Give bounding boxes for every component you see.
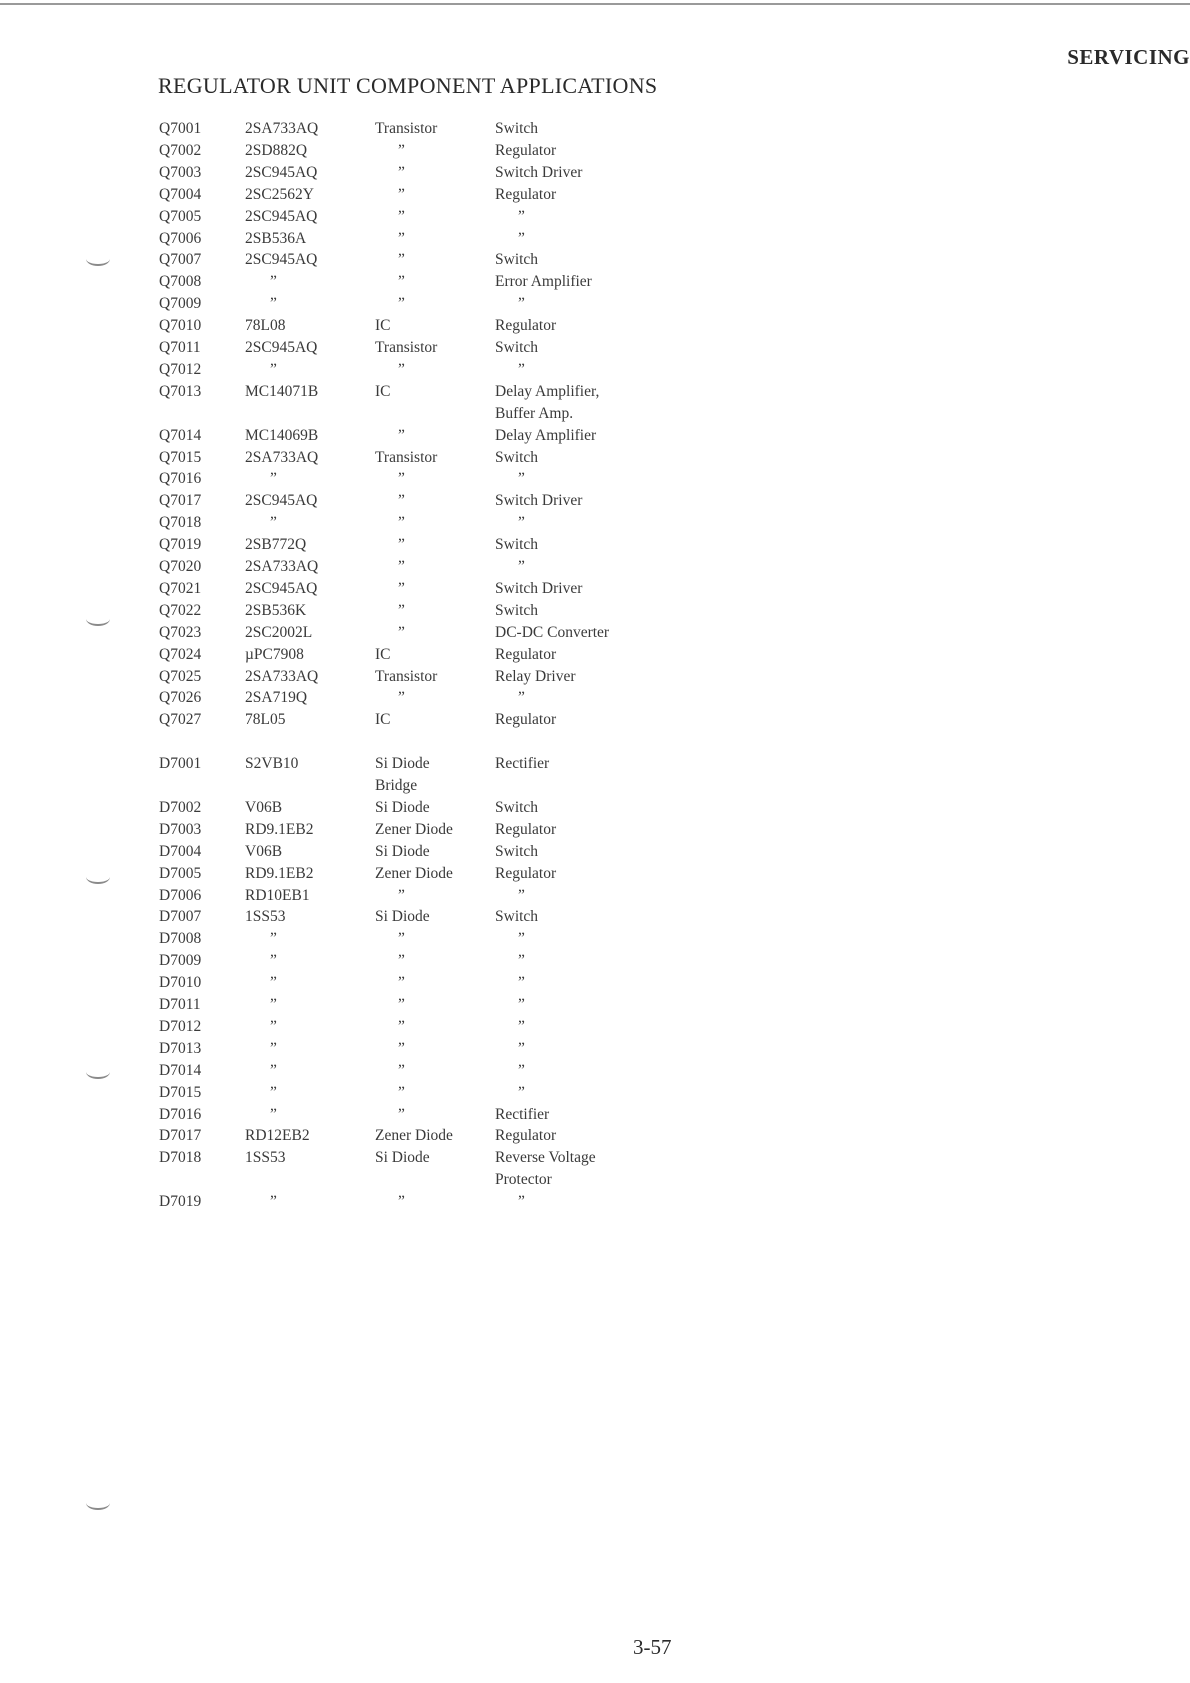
application: ” <box>518 1083 525 1101</box>
application: Regulator <box>495 864 557 882</box>
application: ” <box>518 1193 525 1211</box>
application: ” <box>518 514 525 532</box>
part-number: ” <box>270 1061 277 1079</box>
reference-designator: D7014 <box>159 1061 202 1079</box>
application: ” <box>518 996 525 1013</box>
application: Regulator <box>495 820 557 838</box>
part-number: V06B <box>245 842 283 860</box>
application: Switch <box>495 842 539 860</box>
reference-designator: Q7015 <box>159 448 202 466</box>
component-type: ” <box>398 229 405 247</box>
component-type: ” <box>398 1193 405 1211</box>
part-number: ” <box>270 952 277 970</box>
part-number: 78L05 <box>245 711 286 729</box>
component-type: ” <box>398 1061 405 1079</box>
reference-designator: D7007 <box>159 908 202 926</box>
reference-designator: D7012 <box>159 1017 202 1035</box>
reference-designator: D7017 <box>159 1127 202 1145</box>
component-type: Si Diode <box>375 842 430 860</box>
application: Switch Driver <box>495 163 583 181</box>
application: Regulator <box>495 711 557 729</box>
part-number: 2SC945AQ <box>245 492 318 510</box>
application: Switch <box>495 120 539 137</box>
reference-designator: Q7001 <box>159 120 202 137</box>
application: Switch <box>495 601 539 619</box>
component-type: ” <box>398 163 405 181</box>
component-type: ” <box>398 886 405 904</box>
reference-designator: Q7011 <box>159 339 201 356</box>
application: ” <box>518 295 525 313</box>
component-type: IC <box>375 382 391 400</box>
reference-designator: Q7013 <box>159 382 202 400</box>
reference-designator: Q7025 <box>159 667 202 685</box>
component-type: ” <box>398 558 405 575</box>
reference-designator: D7002 <box>159 798 202 816</box>
component-type: Zener Diode <box>375 864 453 882</box>
part-number: ” <box>270 1083 277 1101</box>
application: Rectifier <box>495 755 550 773</box>
page-number: 3-57 <box>633 1635 672 1659</box>
part-number: S2VB10 <box>245 755 299 773</box>
binder-hole-mark <box>86 1065 110 1079</box>
binder-hole-mark <box>86 612 110 626</box>
reference-designator: Q7023 <box>159 623 202 641</box>
reference-designator: Q7003 <box>159 163 202 181</box>
part-number: ” <box>270 470 277 488</box>
application: ” <box>518 1039 525 1057</box>
reference-designator: D7013 <box>159 1039 202 1057</box>
application: ” <box>518 689 525 707</box>
part-number: 2SB536A <box>245 229 307 247</box>
reference-designator: D7003 <box>159 820 202 838</box>
application: ” <box>518 930 525 948</box>
reference-designator: D7018 <box>159 1149 202 1167</box>
application: Switch Driver <box>495 579 583 597</box>
application: Regulator <box>495 1127 557 1145</box>
part-number: ” <box>270 273 277 291</box>
component-type: ” <box>398 1039 405 1057</box>
application: Delay Amplifier, <box>495 382 600 400</box>
part-number: 2SC945AQ <box>245 339 318 356</box>
application: Protector <box>495 1171 552 1189</box>
component-type: ” <box>398 536 405 554</box>
application: Rectifier <box>495 1105 550 1123</box>
component-type: IC <box>375 317 391 335</box>
component-type: ” <box>398 251 405 269</box>
part-number: 2SA719Q <box>245 689 308 707</box>
reference-designator: Q7027 <box>159 711 202 729</box>
application: Regulator <box>495 317 557 335</box>
section-label: SERVICING <box>1067 45 1190 69</box>
application: Regulator <box>495 185 557 203</box>
application: DC-DC Converter <box>495 623 610 641</box>
reference-designator: Q7018 <box>159 514 202 532</box>
reference-designator: D7009 <box>159 952 202 970</box>
reference-designator: Q7012 <box>159 360 202 378</box>
component-type: ” <box>398 623 405 641</box>
application: ” <box>518 974 525 992</box>
reference-designator: Q7008 <box>159 273 202 291</box>
reference-designator: D7010 <box>159 974 202 992</box>
component-type: ” <box>398 492 405 510</box>
application: Switch <box>495 536 539 554</box>
application: ” <box>518 470 525 488</box>
part-number: ” <box>270 1105 277 1123</box>
part-number: ” <box>270 514 277 532</box>
reference-designator: Q7021 <box>159 579 202 597</box>
part-number: ” <box>270 1017 277 1035</box>
application: Switch <box>495 798 539 816</box>
part-number: RD9.1EB2 <box>245 820 314 838</box>
component-type: ” <box>398 426 405 444</box>
application: ” <box>518 360 525 378</box>
part-number: RD12EB2 <box>245 1127 310 1145</box>
component-type: Transistor <box>375 448 438 466</box>
component-type: ” <box>398 295 405 313</box>
part-number: MC14069B <box>245 426 319 444</box>
reference-designator: Q7020 <box>159 558 202 575</box>
component-type: Zener Diode <box>375 1127 453 1145</box>
part-number: RD10EB1 <box>245 886 310 904</box>
part-number: ” <box>270 974 277 992</box>
component-type: Transistor <box>375 120 438 137</box>
part-number: 2SA733AQ <box>245 667 319 685</box>
reference-designator: D7011 <box>159 996 201 1013</box>
part-number: ” <box>270 1193 277 1211</box>
reference-designator: Q7006 <box>159 229 202 247</box>
application: Reverse Voltage <box>495 1149 596 1167</box>
component-type: Transistor <box>375 339 438 356</box>
reference-designator: D7006 <box>159 886 202 904</box>
part-number: ” <box>270 295 277 313</box>
application: Switch Driver <box>495 492 583 510</box>
application: ” <box>518 1061 525 1079</box>
reference-designator: D7005 <box>159 864 202 882</box>
part-number: 78L08 <box>245 317 286 335</box>
application: ” <box>518 952 525 970</box>
component-type: ” <box>398 996 405 1013</box>
reference-designator: Q7024 <box>159 645 202 663</box>
application: Regulator <box>495 645 557 663</box>
part-number: µPC7908 <box>245 645 304 663</box>
application: Buffer Amp. <box>495 404 574 422</box>
part-number: RD9.1EB2 <box>245 864 314 882</box>
component-type: ” <box>398 689 405 707</box>
part-number: 2SC945AQ <box>245 163 318 181</box>
part-number: ” <box>270 360 277 378</box>
component-type: ” <box>398 1083 405 1101</box>
part-number: 2SA733AQ <box>245 448 319 466</box>
component-type: ” <box>398 207 405 225</box>
component-type: Transistor <box>375 667 438 685</box>
reference-designator: D7008 <box>159 930 202 948</box>
component-type: ” <box>398 273 405 291</box>
reference-designator: Q7009 <box>159 295 202 313</box>
part-number: 2SB772Q <box>245 536 307 554</box>
application: ” <box>518 1017 525 1035</box>
top-rule <box>0 3 1190 5</box>
reference-designator: Q7026 <box>159 689 202 707</box>
component-type: Si Diode <box>375 755 430 773</box>
part-number: 2SC2002L <box>245 623 313 641</box>
component-type: Bridge <box>375 777 418 794</box>
part-number: 1SS53 <box>245 1149 286 1167</box>
component-type: ” <box>398 141 405 159</box>
part-number: 2SD882Q <box>245 141 308 159</box>
application: ” <box>518 886 525 904</box>
application: Switch <box>495 339 539 356</box>
reference-designator: Q7014 <box>159 426 202 444</box>
component-type: ” <box>398 360 405 378</box>
reference-designator: Q7007 <box>159 251 202 269</box>
component-type: ” <box>398 470 405 488</box>
component-type: Si Diode <box>375 798 430 816</box>
reference-designator: D7016 <box>159 1105 202 1123</box>
reference-designator: Q7005 <box>159 207 202 225</box>
part-number: ” <box>270 930 277 948</box>
part-number: 2SB536K <box>245 601 307 619</box>
binder-hole-mark <box>86 1496 110 1510</box>
component-type: ” <box>398 952 405 970</box>
application: ” <box>518 229 525 247</box>
part-number: 2SC945AQ <box>245 251 318 269</box>
reference-designator: D7019 <box>159 1193 202 1211</box>
reference-designator: Q7017 <box>159 492 202 510</box>
part-number: 1SS53 <box>245 908 286 926</box>
part-number: 2SC945AQ <box>245 579 318 597</box>
reference-designator: Q7002 <box>159 141 202 159</box>
part-number: ” <box>270 1039 277 1057</box>
component-type: ” <box>398 974 405 992</box>
part-number: V06B <box>245 798 283 816</box>
reference-designator: D7004 <box>159 842 202 860</box>
reference-designator: Q7016 <box>159 470 202 488</box>
application: ” <box>518 207 525 225</box>
part-number: ” <box>270 996 277 1013</box>
application: Switch <box>495 908 539 926</box>
part-number: 2SA733AQ <box>245 120 319 137</box>
reference-designator: Q7010 <box>159 317 202 335</box>
part-number: MC14071B <box>245 382 319 400</box>
reference-designator: Q7022 <box>159 601 202 619</box>
component-type: Si Diode <box>375 1149 430 1167</box>
reference-designator: D7001 <box>159 755 202 773</box>
part-number: 2SA733AQ <box>245 558 319 575</box>
component-type: ” <box>398 579 405 597</box>
component-type: Si Diode <box>375 908 430 926</box>
component-type: ” <box>398 1017 405 1035</box>
application: Error Amplifier <box>495 273 592 291</box>
application: Switch <box>495 448 539 466</box>
application: Delay Amplifier <box>495 426 597 444</box>
part-number: 2SC945AQ <box>245 207 318 225</box>
component-type: IC <box>375 711 391 729</box>
application: Regulator <box>495 141 557 159</box>
application: Switch <box>495 251 539 269</box>
component-type: ” <box>398 1105 405 1123</box>
reference-designator: Q7019 <box>159 536 202 554</box>
component-type: ” <box>398 930 405 948</box>
application: ” <box>518 558 525 575</box>
reference-designator: Q7004 <box>159 185 202 203</box>
application: Relay Driver <box>495 667 576 685</box>
component-type: ” <box>398 514 405 532</box>
page-title: REGULATOR UNIT COMPONENT APPLICATIONS <box>158 73 658 98</box>
binder-hole-mark <box>86 870 110 884</box>
component-type: ” <box>398 185 405 203</box>
binder-hole-mark <box>86 252 110 266</box>
component-type: ” <box>398 601 405 619</box>
reference-designator: D7015 <box>159 1083 202 1101</box>
part-number: 2SC2562Y <box>245 185 314 203</box>
component-type: Zener Diode <box>375 820 453 838</box>
component-type: IC <box>375 645 391 663</box>
